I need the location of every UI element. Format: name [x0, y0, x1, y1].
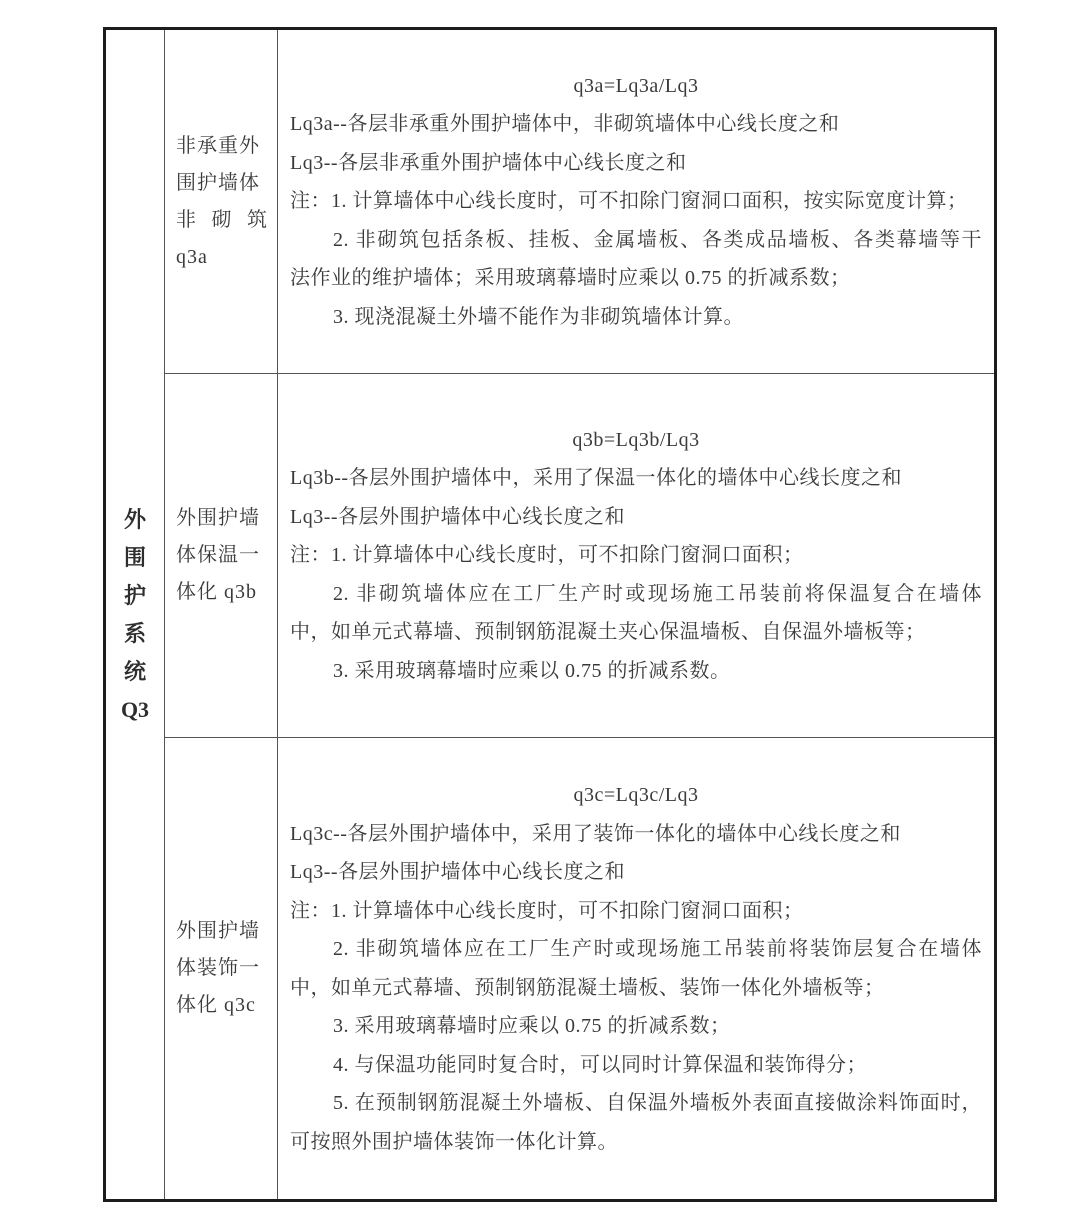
content-line: 3. 现浇混凝土外墙不能作为非砌筑墙体计算。: [333, 305, 744, 328]
row-label-line: 非承重外: [176, 134, 260, 157]
row-content-q3b: [278, 374, 994, 738]
content-line: 2. 非砌筑墙体应在工厂生产时或现场施工吊装前将保温复合在墙体: [333, 582, 982, 605]
row-label-line: 体装饰一: [176, 957, 260, 979]
row-label-q3b: [165, 374, 278, 738]
content-line: 注：1. 计算墙体中心线长度时，可不扣除门窗洞口面积；: [290, 544, 804, 567]
content-line: 3. 采用玻璃幕墙时应乘以 0.75 的折减系数；: [333, 1015, 731, 1037]
row-label-line: 非砌筑: [176, 208, 267, 231]
group-header-char: 围: [123, 544, 146, 570]
content-line: 注：1. 计算墙体中心线长度时，可不扣除门窗洞口面积，按实际宽度计算；: [290, 190, 968, 213]
content-line: 法作业的维护墙体；采用玻璃幕墙时应乘以 0.75 的折减系数；: [290, 267, 851, 290]
row-label-line: 外围护墙: [176, 507, 260, 529]
content-line: 注：1. 计算墙体中心线长度时，可不扣除门窗洞口面积；: [290, 899, 804, 922]
content-line: 2. 非砌筑墙体应在工厂生产时或现场施工吊装前将装饰层复合在墙体: [333, 938, 982, 960]
row-content-q3a: [278, 30, 994, 374]
group-header-cell: [106, 30, 165, 1199]
content-line: 中，如单元式幕墙、预制钢筋混凝土夹心保温墙板、自保温外墙板等；: [290, 621, 926, 644]
row-label-line: q3a: [176, 245, 208, 268]
content-line: Lq3b--各层外围护墙体中，采用了保温一体化的墙体中心线长度之和: [290, 467, 903, 490]
envelope-system-table: [103, 27, 997, 1202]
content-line: 中，如单元式幕墙、预制钢筋混凝土墙板、装饰一体化外墙板等；: [290, 976, 885, 999]
row-label-q3c: [165, 738, 278, 1199]
content-line: Lq3a--各层非承重外围护墙体中，非砌筑墙体中心线长度之和: [290, 113, 840, 136]
group-header-char: 系: [123, 620, 146, 646]
row-label-line: 围护墙体: [176, 171, 260, 194]
content-line: Lq3c--各层外围护墙体中，采用了装饰一体化的墙体中心线长度之和: [290, 822, 901, 845]
formula-q3a: q3a=Lq3a/Lq3: [573, 74, 699, 97]
group-header-char: 外: [123, 506, 146, 532]
content-line: 5. 在预制钢筋混凝土外墙板、自保温外墙板外表面直接做涂料饰面时，: [333, 1092, 982, 1114]
row-label-line: 体化 q3b: [176, 581, 257, 603]
content-line: 可按照外围护墙体装饰一体化计算。: [290, 1130, 618, 1153]
group-header-char: Q3: [120, 696, 150, 722]
group-header-char: 护: [123, 582, 146, 608]
group-header-char: 统: [123, 658, 146, 684]
content-line: Lq3--各层非承重外围护墙体中心线长度之和: [290, 151, 687, 174]
row-label-line: 体化 q3c: [176, 994, 256, 1016]
content-line: Lq3--各层外围护墙体中心线长度之和: [290, 505, 626, 528]
row-label-q3a: [165, 30, 278, 374]
content-line: 4. 与保温功能同时复合时，可以同时计算保温和装饰得分；: [333, 1053, 867, 1076]
content-line: Lq3--各层外围护墙体中心线长度之和: [290, 861, 626, 883]
content-line: 2. 非砌筑包括条板、挂板、金属墙板、各类成品墙板、各类幕墙等干: [333, 228, 982, 251]
row-label-line: 体保温一: [176, 544, 260, 566]
formula-q3c: q3c=Lq3c/Lq3: [573, 784, 699, 806]
row-content-q3c: [278, 738, 994, 1199]
formula-q3b: q3b=Lq3b/Lq3: [572, 428, 700, 451]
row-label-line: 外围护墙: [176, 920, 260, 942]
content-line: 3. 采用玻璃幕墙时应乘以 0.75 的折减系数。: [333, 659, 731, 682]
